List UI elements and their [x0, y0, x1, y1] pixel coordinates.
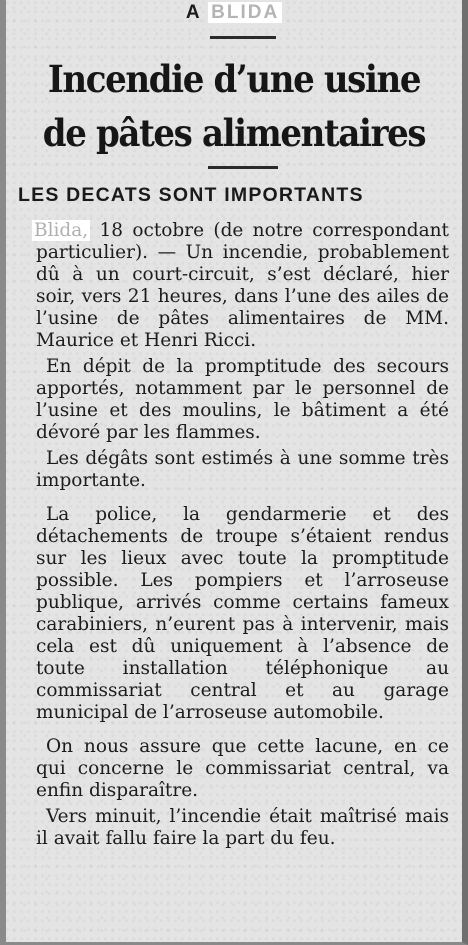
kicker-line — [6, 2, 462, 24]
kicker-place-highlight: BLIDA — [208, 2, 282, 23]
paragraph-1 — [36, 220, 449, 352]
paragraph-5: On nous assure que cette lacune, en ce qui concerne le commissariat central, va enfin disparaître. — [36, 736, 449, 801]
dateline-place-highlight: Blida, — [34, 220, 89, 241]
paragraph-4: La police, la gendarmerie et des détachements de troupe s’étaient rendus sur les lieux avec toute la promptitude possible. Les pompiers et l’arroseuse publique, arrivés comme certains fameux carabiniers, n’eurent pas à intervenir, mais cela est dû uniquement à l’absence de toute installation téléphonique au commissariat central et au garage municipal de l’arroseuse automobile. — [36, 504, 449, 723]
paragraph-1-text: 18 octobre (de notre correspondant particulier). — Un incendie, probablement dû à un court-circuit, s’est déclaré, hier soir, vers 21 heures, dans l’une des ailes de l’usine de pâtes alimentaires de MM. Maurice et Henri Ricci. — [36, 220, 449, 351]
paragraph-6: Vers minuit, l’incendie était maîtrisé mais il avait fallu faire la part du feu. — [36, 806, 449, 849]
kicker-prefix: A — [185, 2, 201, 23]
article-body — [36, 220, 449, 854]
middle-rule — [208, 166, 278, 169]
subheadline: LES DECATS SONT IMPORTANTS — [18, 184, 364, 206]
paragraph-2: En dépit de la promptitude des secours apportés, notamment par le personnel de l’usine et des moulins, le bâtiment a été dévoré par les flammes. — [36, 356, 449, 443]
top-rule — [210, 36, 276, 39]
headline: Incendie d’une usine de pâtes alimentaires — [42, 57, 426, 155]
paragraph-3: Les dégâts sont estimés à une somme très importante. — [36, 448, 449, 491]
